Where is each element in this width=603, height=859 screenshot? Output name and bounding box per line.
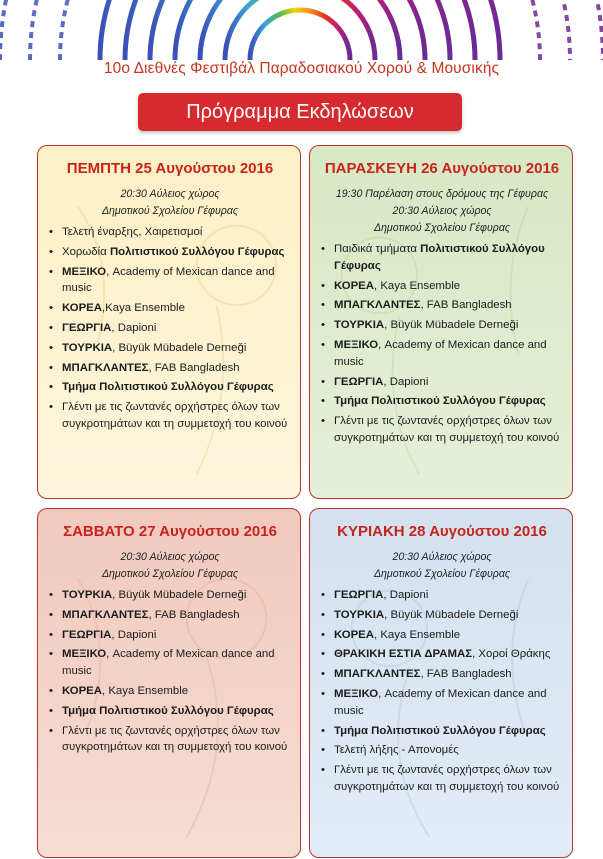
list-item: • ΓΕΩΡΓΙΑ, Dapioni (49, 321, 157, 334)
list-item: • ΤΟΥΡΚΙΑ, Büyük Mübadele Derneği (321, 319, 519, 332)
venue-line: 20:30 Αύλειος χώρος (120, 551, 220, 563)
venue-line: Δημοτικού Σχολείου Γέφυρας (101, 205, 239, 217)
venue-line: 20:30 Αύλειος χώρος (392, 551, 492, 563)
list-item: • ΜΠΑΓΚΛΑΝΤΕΣ, FAB Bangladesh (321, 668, 512, 681)
day-card-thursday (37, 145, 301, 499)
day-card-saturday (37, 508, 301, 858)
venue-line: Δημοτικού Σχολείου Γέφυρας (101, 568, 239, 580)
list-item: • ΚΟΡΕΑ, Kaya Ensemble (321, 628, 461, 641)
venue-line: Δημοτικού Σχολείου Γέφυρας (373, 568, 511, 580)
list-item: • ΚΟΡΕΑ, Kaya Ensemble (321, 279, 461, 292)
list-item: • Τελετή έναρξης, Χαιρετισμοί (49, 226, 203, 238)
list-item: • Γλέντι με τις ζωντανές ορχήστρες όλων των συγκροτημάτων και τη συμμετοχή του κοινού (49, 401, 288, 430)
festival-title: 10ο Διεθνές Φεστιβάλ Παραδοσιακού Χορού & Μουσικής (103, 60, 500, 77)
list-item: • ΘΡΑΚΙΚΗ ΕΣΤΙΑ ΔΡΑΜΑΣ, Χοροί Θράκης (321, 648, 551, 661)
list-item: • ΤΟΥΡΚΙΑ, Büyük Mübadele Derneği (49, 341, 247, 354)
list-item: • Χορωδία Πολιτιστικού Συλλόγου Γέφυρας (49, 245, 285, 258)
day-title: ΣΑΒΒΑΤΟ 27 Αυγούστου 2016 (63, 523, 277, 540)
list-item: • ΜΕΞΙΚΟ, Academy of Mexican dance and music (321, 338, 547, 368)
venue-info (321, 186, 563, 237)
list-item: • Τελετή λήξης - Απονομές (321, 744, 459, 757)
program-list (321, 241, 563, 447)
program-list (49, 587, 291, 756)
program-title-banner: Πρόγραμμα Εκδηλώσεων (138, 93, 462, 131)
venue-info (49, 186, 291, 220)
list-item: • Τμήμα Πολιτιστικού Συλλόγου Γέφυρας (321, 395, 546, 408)
day-card-friday (309, 145, 573, 499)
day-title: ΠΕΜΠΤΗ 25 Αυγούστου 2016 (66, 160, 274, 177)
list-item: • ΜΕΞΙΚΟ, Academy of Mexican dance and music (49, 648, 275, 678)
rainbow-arc-decoration (0, 0, 603, 60)
day-title: ΚΥΡΙΑΚΗ 28 Αυγούστου 2016 (337, 523, 547, 540)
list-item: • ΤΟΥΡΚΙΑ, Büyük Mübadele Derneği (321, 608, 519, 621)
venue-info (321, 549, 563, 583)
venue-line: 19:30 Παρέλαση στους δρόμους της Γέφυρας (335, 188, 549, 200)
program-list (321, 587, 563, 796)
list-item: • ΜΠΑΓΚΛΑΝΤΕΣ, FAB Bangladesh (321, 299, 512, 312)
venue-line: 20:30 Αύλειος χώρος (392, 205, 492, 217)
day-card-sunday (309, 508, 573, 858)
list-item: • Τμήμα Πολιτιστικού Συλλόγου Γέφυρας (321, 724, 546, 737)
list-item: • ΓΕΩΡΓΙΑ, Dapioni (49, 628, 157, 641)
list-item: • Γλέντι με τις ζωντανές ορχήστρες όλων των συγκροτημάτων και τη συμμετοχή του κοινού (49, 724, 288, 754)
list-item: • Γλέντι με τις ζωντανές ορχήστρες όλων των συγκροτημάτων και τη συμμετοχή του κοινού (321, 415, 560, 444)
program-list (49, 224, 291, 433)
list-item: • ΤΟΥΡΚΙΑ, Büyük Mübadele Derneği (49, 589, 247, 601)
list-item: • ΚΟΡΕΑ,Kaya Ensemble (49, 302, 185, 315)
venue-line: Δημοτικού Σχολείου Γέφυρας (373, 222, 511, 234)
list-item: • Τμήμα Πολιτιστικού Συλλόγου Γέφυρας (49, 704, 274, 717)
list-item: • Παιδικά τμήματα Πολιτιστικού Συλλόγου Γέφυρας (321, 243, 545, 272)
list-item: • ΜΠΑΓΚΛΑΝΤΕΣ, FAB Bangladesh (49, 608, 240, 621)
list-item: • ΜΕΞΙΚΟ, Academy of Mexican dance and music (49, 265, 275, 295)
list-item: • ΜΕΞΙΚΟ, Academy of Mexican dance and music (321, 687, 547, 717)
day-title: ΠΑΡΑΣΚΕΥΗ 26 Αυγούστου 2016 (324, 160, 560, 177)
list-item: • ΓΕΩΡΓΙΑ, Dapioni (321, 589, 429, 601)
list-item: • ΓΕΩΡΓΙΑ, Dapioni (321, 375, 429, 388)
list-item: • ΚΟΡΕΑ, Kaya Ensemble (49, 684, 189, 697)
venue-info (49, 549, 291, 583)
venue-line: 20:30 Αύλειος χώρος (120, 188, 220, 200)
list-item: • Τμήμα Πολιτιστικού Συλλόγου Γέφυρας (49, 381, 274, 394)
list-item: • Γλέντι με τις ζωντανές ορχήστρες όλων των συγκροτημάτων και τη συμμετοχή του κοινού (321, 764, 560, 793)
list-item: • ΜΠΑΓΚΛΑΝΤΕΣ, FAB Bangladesh (49, 361, 240, 374)
